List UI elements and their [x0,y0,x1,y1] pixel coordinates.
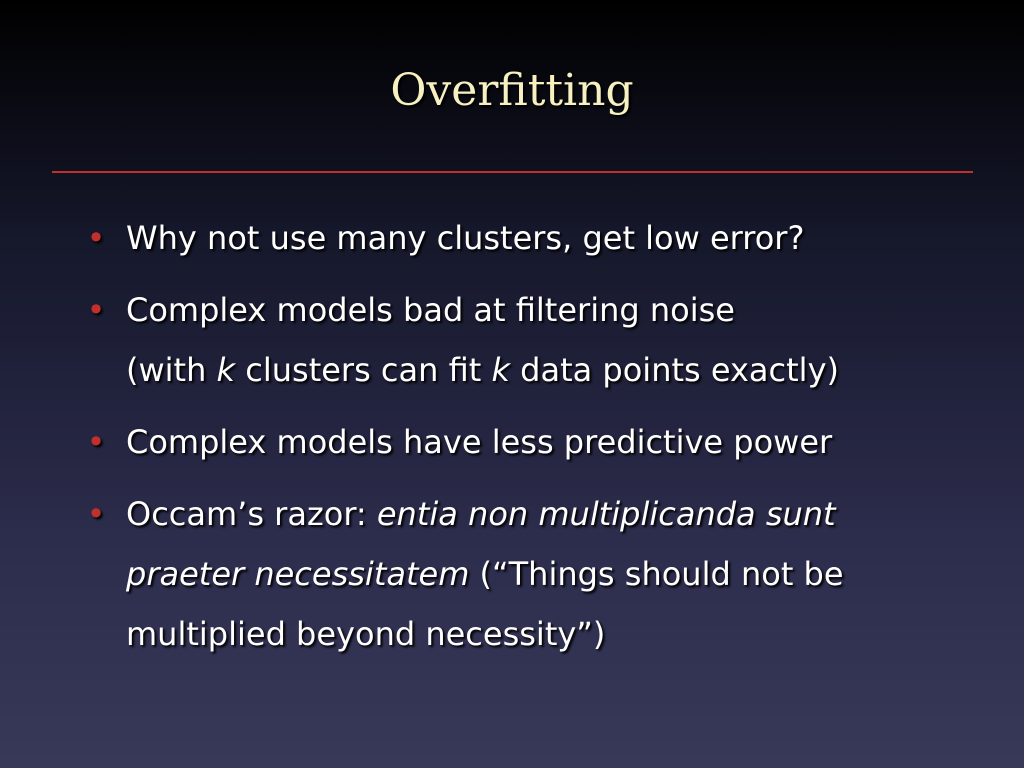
text-run: (with [126,351,217,389]
bullet-text: Why not use many clusters, get low error? [126,219,805,257]
bullet-text [126,340,984,400]
bullet-text: multiplied beyond necessity”) [126,615,606,653]
italic-variable: k [216,351,236,389]
text-run: clusters can fit [235,351,492,389]
text-run: Occam’s razor: [126,495,377,533]
bullet-marker: • [86,495,106,533]
bullet-item [84,484,984,664]
italic-variable: k [491,351,510,389]
bullet-text [126,484,984,544]
title-divider [52,171,973,173]
text-run: data points exactly) [509,351,839,389]
bullet-text [126,544,984,604]
bullet-item [84,208,984,268]
bullet-text: Complex models bad at filtering noise [126,291,735,329]
bullet-marker: • [86,219,106,257]
latin-quote: entia non multiplicanda sunt [376,495,836,533]
text-run: (“Things should not be [469,555,844,593]
slide-title: Overfitting [390,65,634,116]
bullet-text: Complex models have less predictive power [126,423,833,461]
bullet-item [84,280,984,400]
latin-quote: praeter necessitatem [126,555,470,593]
bullet-item [84,412,984,472]
bullet-marker: • [86,423,106,461]
bullet-list [84,208,984,676]
bullet-marker: • [86,291,106,329]
